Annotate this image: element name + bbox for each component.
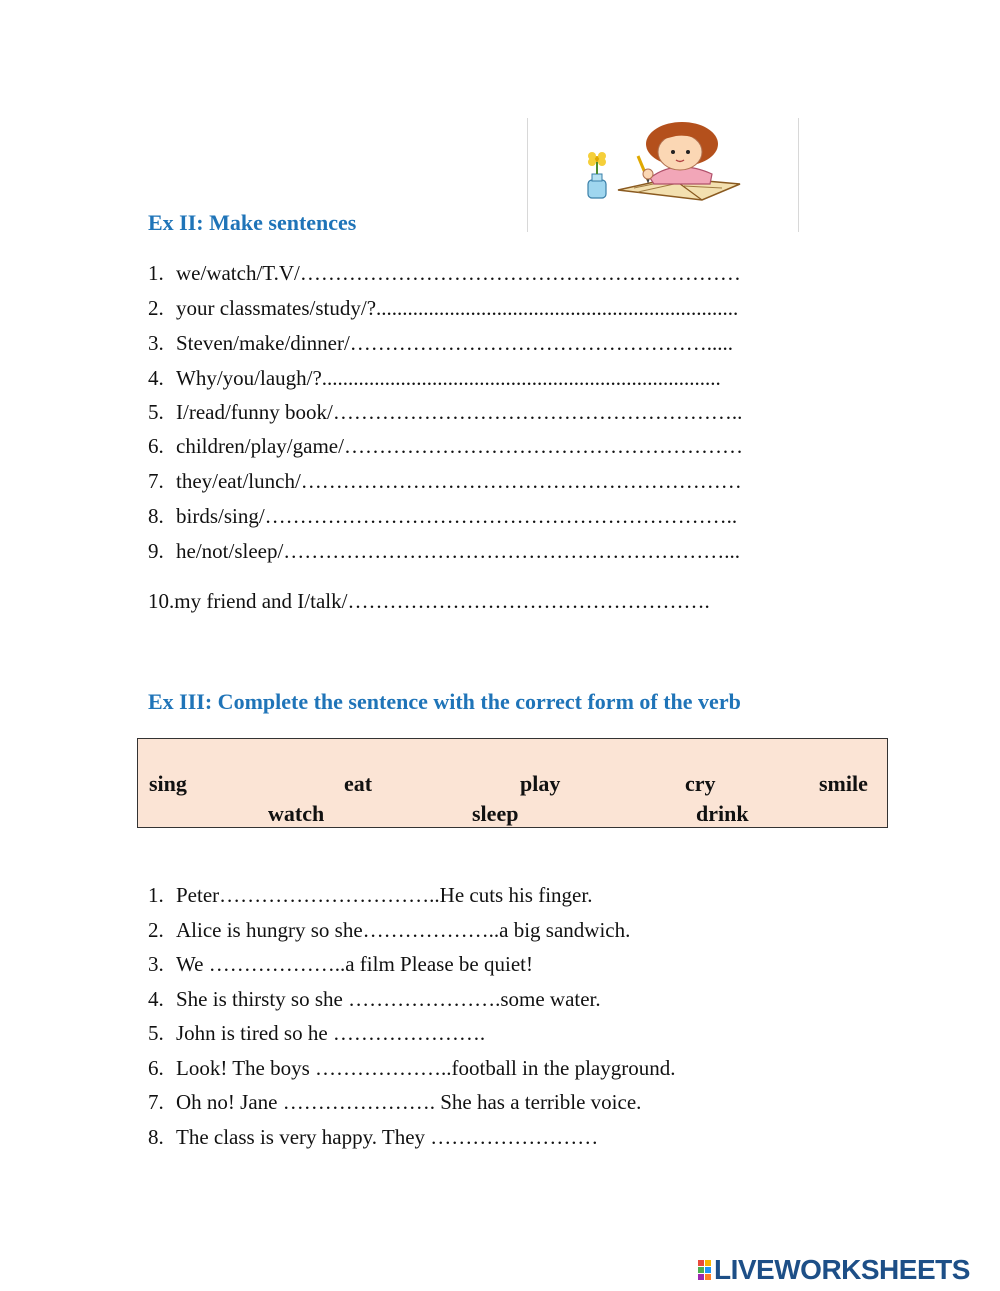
ex3-item-8 <box>148 1125 598 1150</box>
word-play: play <box>520 771 561 796</box>
image-divider-left <box>527 118 528 232</box>
item-number: 6. <box>148 1056 164 1080</box>
ex2-item-2 <box>148 296 738 321</box>
item-number: 7. <box>148 1090 164 1114</box>
item-number: 4. <box>148 987 164 1011</box>
ex2-item-9 <box>148 539 740 564</box>
item-text: they/eat/lunch/……………………………………………………… <box>176 469 742 493</box>
logo-icon <box>698 1260 711 1280</box>
ex3-item-5 <box>148 1021 485 1046</box>
item-text: my friend and I/talk/……………………………………………. <box>174 589 710 613</box>
item-text: birds/sing/………………………………………………………….. <box>176 504 738 528</box>
logo-text: LIVEWORKSHEETS <box>714 1254 970 1285</box>
word-sleep: sleep <box>472 801 519 826</box>
item-number: 9. <box>148 539 164 563</box>
ex2-item-10 <box>148 589 710 614</box>
ex2-item-3 <box>148 331 733 356</box>
ex2-item-5 <box>148 400 742 425</box>
item-text: we/watch/T.V/……………………………………………………… <box>176 261 741 285</box>
image-divider-right <box>798 118 799 232</box>
girl-writing-illustration <box>580 122 752 204</box>
item-number: 3. <box>148 331 164 355</box>
ex2-item-1 <box>148 261 741 286</box>
item-number: 8. <box>148 504 164 528</box>
item-text: We ………………..a film Please be quiet! <box>176 952 533 976</box>
word-smile: smile <box>819 771 868 796</box>
ex3-item-4 <box>148 987 601 1012</box>
ex2-item-8 <box>148 504 737 529</box>
ex2-item-4 <box>148 366 721 391</box>
item-text: Alice is hungry so she………………..a big sandwich. <box>176 918 631 942</box>
item-text: I/read/funny book/………………………………………………….. <box>176 400 743 424</box>
ex3-item-3 <box>148 952 533 977</box>
item-number: 2. <box>148 296 164 320</box>
item-text: Peter…………………………..He cuts his finger. <box>176 883 593 907</box>
ex2-heading: Ex II: Make sentences <box>148 210 357 235</box>
word-bank <box>137 738 888 828</box>
item-number: 1. <box>148 261 164 285</box>
item-text: John is tired so he …………………. <box>176 1021 486 1045</box>
item-text: Oh no! Jane …………………. She has a terrible voice. <box>176 1090 642 1114</box>
item-number: 3. <box>148 952 164 976</box>
item-text: Look! The boys ………………..football in the playground. <box>176 1056 676 1080</box>
ex3-item-6 <box>148 1056 675 1081</box>
ex3-item-1 <box>148 883 592 908</box>
item-number: 10. <box>148 589 175 613</box>
word-watch: watch <box>268 801 325 826</box>
word-drink: drink <box>696 801 749 826</box>
item-number: 7. <box>148 469 164 493</box>
item-text: he/not/sleep/………………………………………………………... <box>176 539 741 563</box>
item-number: 1. <box>148 883 164 907</box>
item-number: 5. <box>148 1021 164 1045</box>
item-text: She is thirsty so she ………………….some water. <box>176 987 601 1011</box>
ex2-item-7 <box>148 469 742 494</box>
ex3-item-7 <box>148 1090 641 1115</box>
item-text: Why/you/laugh/?............................................................................ <box>176 366 721 390</box>
item-number: 6. <box>148 434 164 458</box>
item-text: The class is very happy. They …………………… <box>176 1125 599 1149</box>
ex3-item-2 <box>148 918 630 943</box>
word-eat: eat <box>344 771 373 796</box>
ex2-item-6 <box>148 434 743 459</box>
word-cry: cry <box>685 771 716 796</box>
ex3-heading: Ex III: Complete the sentence with the correct form of the verb <box>148 689 741 714</box>
item-text: children/play/game/………………………………………………… <box>176 434 743 458</box>
word-sing: sing <box>149 771 187 796</box>
item-number: 8. <box>148 1125 164 1149</box>
item-number: 5. <box>148 400 164 424</box>
item-text: your classmates/study/?..................................................................... <box>176 296 739 320</box>
item-text: Steven/make/dinner/…………………………………………….....​ <box>176 331 734 355</box>
liveworksheets-logo <box>698 1255 970 1285</box>
item-number: 2. <box>148 918 164 942</box>
item-number: 4. <box>148 366 164 390</box>
